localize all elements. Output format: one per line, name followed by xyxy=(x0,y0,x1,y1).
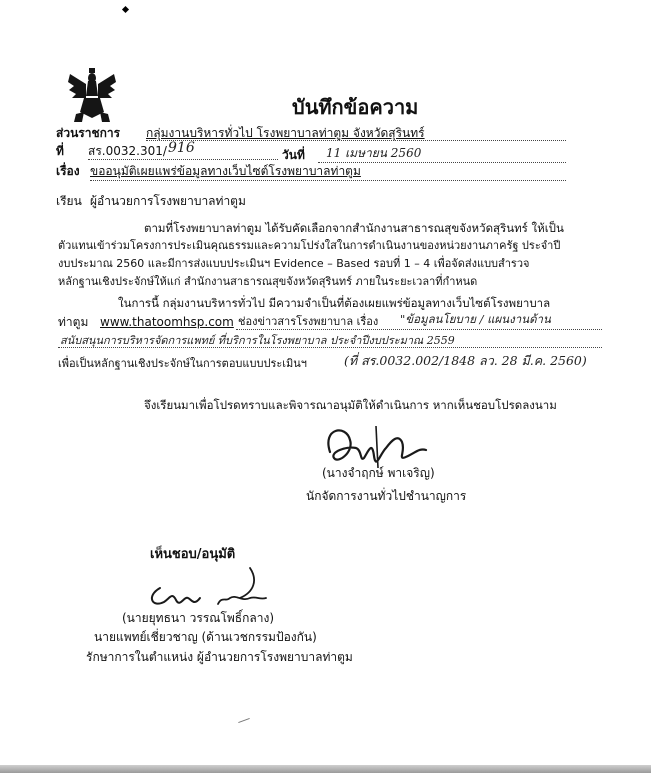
subject-dotted-line xyxy=(90,180,566,181)
approver-position-1: นายแพทย์เชี่ยวชาญ (ด้านเวชกรรมป้องกัน) xyxy=(94,630,317,644)
paragraph1-line3: งบประมาณ 2560 และมีการส่งแบบประเมินฯ Evidence – Based รอบที่ 1 – 4 เพื่อจัดส่งแบบสำรวจ xyxy=(58,257,530,270)
paragraph2-prefix: ท่าตูม xyxy=(58,315,89,329)
approver-name: (นายยุทธนา วรรณโพธิ์กลาง) xyxy=(122,611,275,625)
memo-title: บันทึกข้อความ xyxy=(292,95,419,119)
handwritten-subject-1: "ข้อมูลนโยบาย / แผนงานด้าน xyxy=(400,312,551,326)
paragraph2-line4: เพื่อเป็นหลักฐานเชิงประจักษ์ในการตอบแบบประเมินฯ xyxy=(58,357,307,370)
scan-speck xyxy=(238,718,250,723)
paragraph2-dotted-line1 xyxy=(236,329,602,330)
handwritten-reference: (ที่ สร.0032.002/1848 ลว. 28 มี.ค. 2560) xyxy=(344,353,587,368)
to-label: เรียน xyxy=(56,194,82,208)
paragraph3: จึงเรียนมาเพื่อโปรดทราบและพิจารณาอนุมัติให้ดำเนินการ หากเห็นชอบโปรดลงนาม xyxy=(144,398,557,412)
garuda-emblem-icon xyxy=(66,68,118,124)
to-value: ผู้อำนวยการโรงพยาบาลท่าตูม xyxy=(90,194,246,208)
dept-dotted-line xyxy=(146,140,566,141)
date-handwritten: 11 เมษายน 2560 xyxy=(326,146,422,160)
signer-position: นักจัดการงานทั่วไปชำนาญการ xyxy=(306,489,467,503)
approval-heading: เห็นชอบ/อนุมัติ xyxy=(150,547,236,562)
ref-handwritten-number: 916 xyxy=(168,140,195,156)
signer-name: (นางจำฤกษ์ พาเจริญ) xyxy=(322,466,435,480)
paragraph2-dotted-line2 xyxy=(58,347,602,348)
subject-label: เรื่อง xyxy=(56,164,80,178)
handwritten-subject-2: สนับสนุนการบริหารจัดการแพทย์ ที่บริการในโรงพยาบาล ประจำปีงบประมาณ 2559 xyxy=(60,334,455,347)
paragraph2-suffix: ช่องข่าวสารโรงพยาบาล เรื่อง xyxy=(238,315,379,328)
date-dotted-line xyxy=(318,162,566,163)
approver-signature-icon xyxy=(140,558,274,614)
ref-label: ที่ xyxy=(56,144,64,158)
paragraph1-line1: ตามที่โรงพยาบาลท่าตูม ได้รับคัดเลือกจากสำนักงานสาธารณสุขจังหวัดสุรินทร์ ให้เป็น xyxy=(144,221,564,235)
dept-label: ส่วนราชการ xyxy=(56,126,121,140)
approver-position-2: รักษาการในตำแหน่ง ผู้อำนวยการโรงพยาบาลท่าตูม xyxy=(86,650,353,664)
scan-mark xyxy=(122,6,129,13)
paragraph1-line2: ตัวแทนเข้าร่วมโครงการประเมินคุณธรรมและความโปร่งใสในการดำเนินงานของหน่วยงานภาครัฐ ประจำปี xyxy=(58,239,561,252)
paragraph2-line1: ในการนี้ กลุ่มงานบริหารทั่วไป มีความจำเป็นที่ต้องเผยแพร่ข้อมูลทางเว็บไซต์โรงพยาบาล xyxy=(118,296,551,310)
subject-value: ขออนุมัติเผยแพร่ข้อมูลทางเว็บไซต์โรงพยาบาลท่าตูม xyxy=(90,164,361,178)
website-link[interactable]: www.thatoomhsp.com xyxy=(100,315,234,329)
dept-value: กลุ่มงานบริหารทั่วไป โรงพยาบาลท่าตูม จังหวัดสุรินทร์ xyxy=(146,126,425,140)
scan-bottom-shadow xyxy=(0,765,651,773)
paragraph1-line4: หลักฐานเชิงประจักษ์ให้แก่ สำนักงานสาธารณสุขจังหวัดสุรินทร์ ภายในระยะเวลาที่กำหนด xyxy=(58,275,478,288)
date-label: วันที่ xyxy=(282,148,305,162)
ref-dotted-line xyxy=(88,159,278,160)
ref-value: สร.0032.301/ xyxy=(88,144,167,158)
